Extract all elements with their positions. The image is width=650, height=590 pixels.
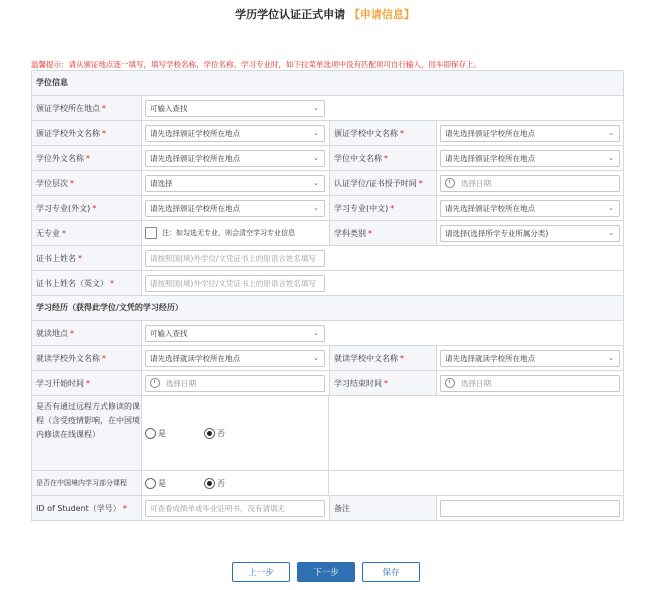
study-start-date-picker[interactable]: 选择日期 xyxy=(145,375,325,392)
form-row: 是否在中国境内学习部分课程 是 否 xyxy=(32,471,623,496)
application-form xyxy=(31,70,624,521)
save-button[interactable]: 保存 xyxy=(362,562,420,582)
major-foreign-select[interactable]: 请先选择颁证学校所在地点 ⌄ xyxy=(145,200,325,217)
chevron-down-icon: ⌄ xyxy=(608,203,614,212)
given-name-on-cert-input[interactable]: 请按照国(境)外学位/文凭证书上的原语言姓名填写 xyxy=(145,275,325,292)
page-subtitle: 【申请信息】 xyxy=(348,8,415,21)
chevron-down-icon: ⌄ xyxy=(313,328,319,337)
form-row xyxy=(32,246,623,271)
chevron-down-icon: ⌄ xyxy=(608,353,614,362)
study-school-chinese-select[interactable]: 请先选择就读学校所在地点 ⌄ xyxy=(440,350,620,367)
study-location-select[interactable]: 可输入查找 ⌄ xyxy=(145,325,325,342)
partial-in-china-yes-radio[interactable] xyxy=(145,478,156,489)
page-title xyxy=(0,6,650,22)
form-row xyxy=(32,371,623,396)
chevron-down-icon: ⌄ xyxy=(313,178,319,187)
school-foreign-name-select[interactable]: 请先选择颁证学校所在地点 ⌄ xyxy=(145,125,325,142)
clock-icon xyxy=(150,378,160,388)
partial-in-china-no-radio[interactable] xyxy=(204,478,215,489)
surname-on-cert-input[interactable]: 请按照国(境)外学位/文凭证书上的原语言姓名填写 xyxy=(145,250,325,267)
prev-button[interactable]: 上一步 xyxy=(232,562,290,582)
issuing-location-select[interactable]: 可输入查找 ⌄ xyxy=(145,100,325,117)
form-row xyxy=(32,346,623,371)
field-label: 学位外文名称 * xyxy=(32,146,142,170)
field-label: 学科类别 * xyxy=(329,221,437,245)
chevron-down-icon: ⌄ xyxy=(608,128,614,137)
field-label: 认证学位/证书授予时间 * xyxy=(329,171,437,195)
student-id-input[interactable]: 可查看成绩单或毕业证明书，没有请填无 xyxy=(145,500,325,517)
field-label: 学习开始时间 * xyxy=(32,371,142,395)
notice-text: 温馨提示：请从颁证地点逐一填写，填写学校名称、学位名称、学习专业时，如下拉菜单选项中没有匹配项可自行输入，回车即保存上。 xyxy=(31,60,481,69)
field-label: 是否有通过远程方式修读的课程（含受疫情影响，在中国境内修读在线课程） xyxy=(32,396,142,470)
clock-icon xyxy=(445,178,455,188)
field-label: 就读地点 * xyxy=(32,321,142,345)
form-row xyxy=(32,221,623,246)
no-major-note: 注：如勾选无专业，则会清空学习专业信息 xyxy=(162,229,295,237)
field-label: 学习结束时间 * xyxy=(329,371,437,395)
field-label: 学位中文名称 * xyxy=(329,146,437,170)
field-label: 无专业 * xyxy=(32,221,142,245)
chevron-down-icon: ⌄ xyxy=(608,153,614,162)
form-row xyxy=(32,196,623,221)
degree-foreign-name-select[interactable]: 请先选择颁证学校所在地点 ⌄ xyxy=(145,150,325,167)
degree-chinese-name-select[interactable]: 请先选择颁证学校所在地点 ⌄ xyxy=(440,150,620,167)
page-title-text: 学历学位认证正式申请 xyxy=(235,8,346,21)
field-label: 学习专业(中文) * xyxy=(329,196,437,220)
school-chinese-name-select[interactable]: 请先选择颁证学校所在地点 ⌄ xyxy=(440,125,620,142)
next-button[interactable]: 下一步 xyxy=(297,562,355,582)
chevron-down-icon: ⌄ xyxy=(313,203,319,212)
subject-category-select[interactable]: 请选择(选择所学专业所属分类) ⌄ xyxy=(440,225,620,242)
field-label: 备注 xyxy=(329,496,437,520)
field-label: 学习专业(外文) * xyxy=(32,196,142,220)
section-study-history: 学习经历（获得此学位/文凭的学习经历） xyxy=(32,296,623,321)
field-label: 就读学校外文名称 * xyxy=(32,346,142,370)
field-label: 颁证学校所在地点 * xyxy=(32,96,142,120)
chevron-down-icon: ⌄ xyxy=(608,228,614,237)
form-row xyxy=(32,171,623,196)
chevron-down-icon: ⌄ xyxy=(313,128,319,137)
field-label: 就读学校中文名称 * xyxy=(329,346,437,370)
no-major-checkbox[interactable] xyxy=(145,227,157,239)
study-end-date-picker[interactable]: 选择日期 xyxy=(440,375,620,392)
field-label: 颁证学校中文名称 * xyxy=(329,121,437,145)
field-label: 证书上姓名 * xyxy=(32,246,142,270)
field-label: 证书上姓名（英文） * xyxy=(32,271,142,295)
degree-level-select[interactable]: 请选择 ⌄ xyxy=(145,175,325,192)
study-school-foreign-select[interactable]: 请先选择就读学校所在地点 ⌄ xyxy=(145,350,325,367)
form-row: 是否有通过远程方式修读的课程（含受疫情影响，在中国境内修读在线课程） 是 否 xyxy=(32,396,623,471)
chevron-down-icon: ⌄ xyxy=(313,103,319,112)
distance-course-no-radio[interactable] xyxy=(204,428,215,439)
chevron-down-icon: ⌄ xyxy=(313,153,319,162)
form-row xyxy=(32,321,623,346)
form-row xyxy=(32,96,623,121)
chevron-down-icon: ⌄ xyxy=(313,353,319,362)
major-chinese-select[interactable]: 请先选择颁证学校所在地点 ⌄ xyxy=(440,200,620,217)
field-label: 颁证学校外文名称 * xyxy=(32,121,142,145)
field-label: 是否在中国境内学习部分课程 xyxy=(32,471,142,495)
form-row xyxy=(32,496,623,521)
form-row xyxy=(32,146,623,171)
field-label: 学位层次 * xyxy=(32,171,142,195)
form-row xyxy=(32,121,623,146)
field-label: ID of Student（学号） * xyxy=(32,496,142,520)
form-row xyxy=(32,271,623,296)
distance-course-yes-radio[interactable] xyxy=(145,428,156,439)
remarks-input[interactable] xyxy=(440,500,620,517)
clock-icon xyxy=(445,378,455,388)
award-date-picker[interactable]: 选择日期 xyxy=(440,175,620,192)
section-degree-info: 学位信息 xyxy=(32,71,623,96)
